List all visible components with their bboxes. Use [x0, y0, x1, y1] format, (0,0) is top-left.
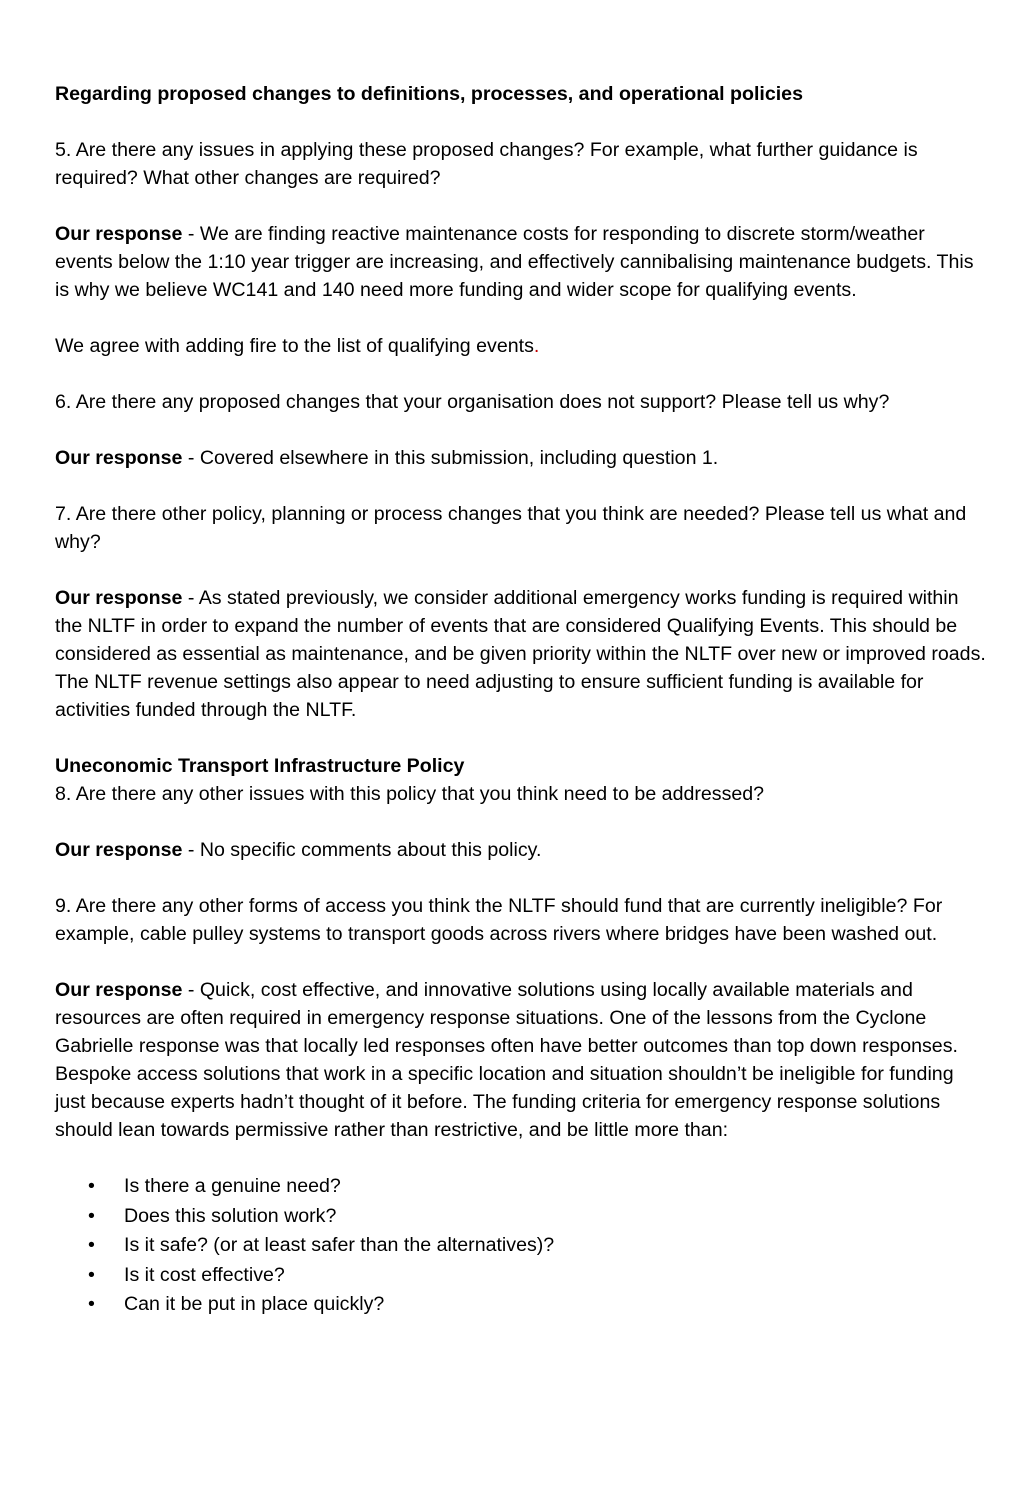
- bullet-icon: •: [88, 1175, 95, 1197]
- response-label: Our response: [55, 979, 183, 1001]
- section-heading-uneconomic: Uneconomic Transport Infrastructure Policy: [55, 755, 465, 777]
- response-text: - Covered elsewhere in this submission, including question 1.: [182, 447, 719, 469]
- followup-period: .: [533, 335, 540, 357]
- response-text: - No specific comments about this policy.: [182, 839, 542, 861]
- question-7: 7. Are there other policy, planning or process changes that you think are needed? Please tell us what and why?: [55, 503, 967, 553]
- list-item-text: Is it cost effective?: [124, 1263, 285, 1286]
- section-heading-definitions: Regarding proposed changes to definitions, processes, and operational policies: [55, 83, 803, 105]
- list-item: [55, 1231, 987, 1261]
- followup-text: We agree with adding fire to the list of qualifying events: [55, 335, 534, 357]
- document-page: [55, 80, 987, 1320]
- response-label: Our response: [55, 223, 183, 245]
- question-8: 8. Are there any other issues with this policy that you think need to be addressed?: [55, 783, 765, 805]
- response-label: Our response: [55, 447, 183, 469]
- list-item: [55, 1172, 987, 1202]
- response-text: - As stated previously, we consider additional emergency works funding is required within the NLTF in order to expand the number of events that are considered Qualifying Events. This should be considered as essential as maintenance, and be given priority within the NLTF over new or improved roads. The NLTF revenue settings also appear to need adjusting to ensure sufficient funding is available for activities funded through the NLTF.: [55, 587, 986, 721]
- list-item: [55, 1290, 987, 1320]
- funding-criteria-list: [55, 1172, 987, 1320]
- response-label: Our response: [55, 587, 183, 609]
- bullet-icon: •: [88, 1204, 95, 1227]
- bullet-icon: •: [88, 1234, 95, 1256]
- list-item-text: Is there a genuine need?: [124, 1175, 341, 1197]
- response-7: [55, 584, 987, 724]
- response-text: - Quick, cost effective, and innovative solutions using locally available materials and resources are often required in emergency response situations. One of the lessons from the Cyclone Gabrielle response was that locally led responses often have better outcomes than top down responses. Bespoke access solutions that work in a specific location and situation shouldn’t be ineligible for funding just because experts hadn’t thought of it before. The funding criteria for emergency response solutions should lean towards permissive rather than restrictive, and be little more than:: [55, 979, 958, 1141]
- response-5-followup: [55, 332, 987, 360]
- list-item-text: Is it safe? (or at least safer than the alternatives)?: [124, 1234, 555, 1256]
- response-9: [55, 976, 987, 1144]
- list-item-text: Does this solution work?: [124, 1204, 337, 1227]
- response-text: - We are finding reactive maintenance costs for responding to discrete storm/weather events below the 1:10 year trigger are increasing, and effectively cannibalising maintenance budgets. This is why we believe WC141 and 140 need more funding and wider scope for qualifying events.: [55, 223, 974, 301]
- response-label: Our response: [55, 839, 183, 861]
- response-5: [55, 220, 987, 304]
- question-5: 5. Are there any issues in applying these proposed changes? For example, what further guidance is required? What other changes are required?: [55, 139, 918, 189]
- list-item: [55, 1261, 987, 1291]
- bullet-icon: •: [88, 1293, 95, 1315]
- list-item-text: Can it be put in place quickly?: [124, 1293, 385, 1315]
- response-8: [55, 836, 987, 864]
- list-item: [55, 1202, 987, 1232]
- bullet-icon: •: [88, 1263, 95, 1286]
- question-9: 9. Are there any other forms of access you think the NLTF should fund that are currently ineligible? For example, cable pulley systems to transport goods across rivers where bridges have been washed out.: [55, 895, 943, 945]
- question-6: 6. Are there any proposed changes that your organisation does not support? Please tell us why?: [55, 391, 890, 413]
- response-6: [55, 444, 987, 472]
